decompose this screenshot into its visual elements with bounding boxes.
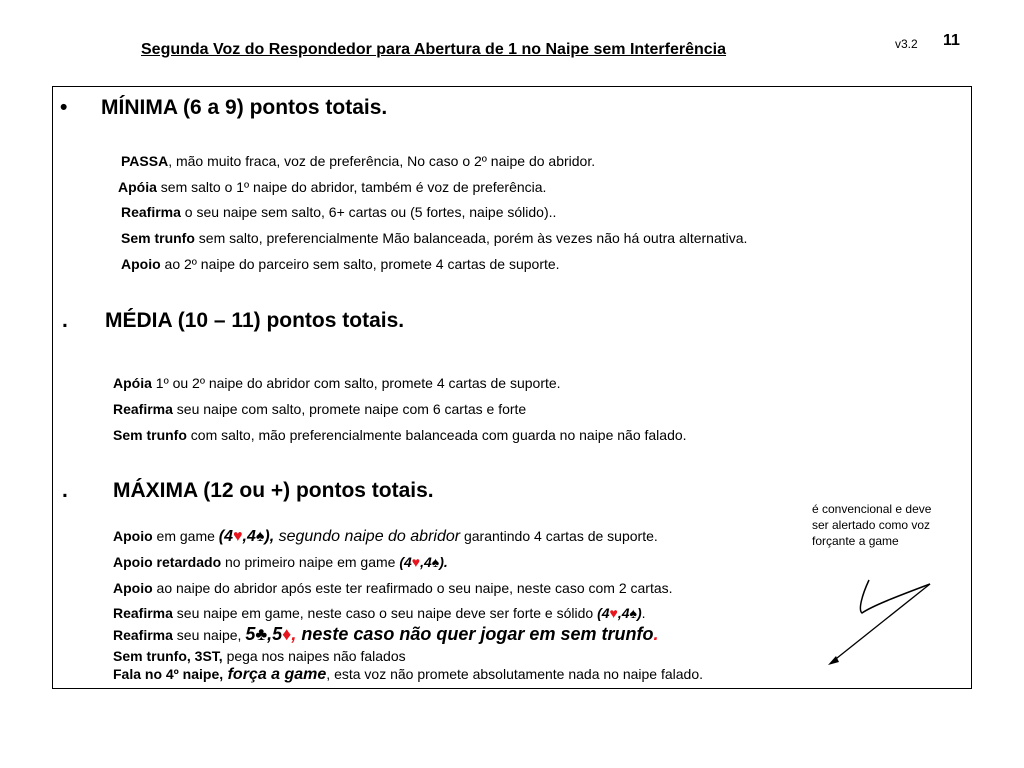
maxima-line-2-paren-close: ). — [439, 554, 448, 570]
maxima-line-1-text-a: em game — [152, 528, 219, 544]
media-line-1-label: Apóia — [113, 375, 152, 391]
maxima-line-1-paren-close: ), — [264, 528, 275, 545]
maxima-line-2-paren-open: (4 — [399, 554, 412, 570]
page-title: Segunda Voz do Respondedor para Abertura de 1 no Naipe sem Interferência — [141, 41, 727, 58]
maxima-line-5-comma-five: ,5 — [267, 624, 283, 644]
maxima-line-1-label: Apoio — [113, 528, 153, 544]
media-line-2-text: seu naipe com salto, promete naipe com 6 cartas e forte — [172, 401, 527, 417]
section-minima-heading: MÍNIMA (6 a 9) pontos totais. — [101, 96, 388, 119]
maxima-line-2-label: Apoio retardado — [113, 554, 222, 570]
maxima-line-6-text: pega nos naipes não falados — [222, 648, 406, 664]
maxima-line-5-five: 5 — [245, 624, 256, 644]
minima-line-3-label: Reafirma — [121, 204, 181, 220]
side-note-line: ser alertado como voz — [812, 518, 931, 532]
spade-suit-icon: ♠ — [629, 605, 637, 621]
version-label: v3.2 — [895, 37, 918, 51]
maxima-line-4-label: Reafirma — [113, 605, 173, 621]
maxima-line-5-period: . — [653, 624, 659, 644]
minima-line-3-text: o seu naipe sem salto, 6+ cartas ou (5 fortes, naipe sólido).. — [180, 204, 557, 220]
maxima-line-4-paren-close: ) — [636, 605, 642, 621]
maxima-line-4-text-b: . — [641, 605, 646, 621]
section-media-heading: MÉDIA (10 – 11) pontos totais. — [105, 309, 405, 332]
media-line-2-label: Reafirma — [113, 401, 173, 417]
side-note-line: é convencional e deve — [812, 502, 932, 516]
maxima-line-7-label: Fala no 4º naipe, — [113, 666, 224, 682]
minima-line-5-label: Apoio — [121, 256, 161, 272]
spade-suit-icon: ♠ — [431, 554, 440, 570]
maxima-line-2-text: no primeiro naipe em game — [221, 554, 400, 570]
maxima-line-1-text-b: garantindo 4 cartas de suporte. — [460, 528, 658, 544]
heart-suit-icon: ♥ — [609, 605, 618, 621]
spade-suit-icon: ♠ — [255, 528, 265, 545]
minima-line-5-text: ao 2º naipe do parceiro sem salto, promete 4 cartas de suporte. — [160, 256, 560, 272]
minima-line-4-text: sem salto, preferencialmente Mão balanceada, porém às vezes não há outra alternativa. — [194, 230, 748, 246]
maxima-line-4-comma-four: ,4 — [617, 605, 630, 621]
maxima-line-1-paren-open: (4 — [218, 528, 234, 545]
section-maxima-heading: MÁXIMA (12 ou +) pontos totais. — [113, 479, 434, 502]
maxima-line-1-comma-four: ,4 — [242, 528, 256, 545]
side-note-line: forçante a game — [812, 534, 899, 548]
minima-line-4-label: Sem trunfo — [121, 230, 195, 246]
maxima-line-5-text: seu naipe, — [172, 627, 246, 643]
arrow-line — [832, 584, 930, 662]
club-suit-icon: ♣ — [255, 624, 268, 644]
maxima-line-5-comma: , — [291, 624, 297, 644]
maxima-line-6-label: Sem trunfo, 3ST, — [113, 648, 223, 664]
section-media-bullet: . — [62, 309, 68, 332]
maxima-line-7-text: , esta voz não promete absolutamente nada no naipe falado. — [326, 666, 704, 682]
heart-suit-icon: ♥ — [411, 554, 421, 570]
minima-line-1-text: , mão muito fraca, voz de preferência, No caso o 2º naipe do abridor. — [168, 153, 596, 169]
minima-line-1-label: PASSA — [121, 153, 169, 169]
minima-line-2-text: sem salto o 1º naipe do abridor, também é voz de preferência. — [156, 179, 547, 195]
maxima-line-3-label: Apoio — [113, 580, 153, 596]
media-line-3-label: Sem trunfo — [113, 427, 187, 443]
checkmark-stroke — [860, 580, 930, 613]
section-maxima-bullet: . — [62, 479, 68, 502]
media-line-3-text: com salto, mão preferencialmente balanceada com guarda no naipe não falado. — [186, 427, 687, 443]
maxima-line-4-text-a: seu naipe em game, neste caso o seu naipe deve ser forte e sólido — [172, 605, 598, 621]
maxima-line-3-text: ao naipe do abridor após este ter reafirmado o seu naipe, neste caso com 2 cartas. — [152, 580, 673, 596]
maxima-line-4-paren-open: (4 — [597, 605, 610, 621]
maxima-line-5-label: Reafirma — [113, 627, 173, 643]
heart-suit-icon: ♥ — [233, 528, 243, 545]
minima-line-2-label: Apóia — [118, 179, 157, 195]
maxima-line-7-italic: força a game — [223, 666, 327, 683]
section-minima-bullet: • — [60, 96, 68, 119]
page-number: 11 — [943, 32, 960, 49]
maxima-line-1-italic: segundo naipe do abridor — [274, 528, 461, 545]
media-line-1-text: 1º ou 2º naipe do abridor com salto, promete 4 cartas de suporte. — [151, 375, 561, 391]
maxima-line-5-italic: neste caso não quer jogar em sem trunfo — [296, 624, 654, 644]
maxima-line-2-comma-four: ,4 — [420, 554, 432, 570]
diamond-suit-icon: ♦ — [282, 624, 292, 644]
